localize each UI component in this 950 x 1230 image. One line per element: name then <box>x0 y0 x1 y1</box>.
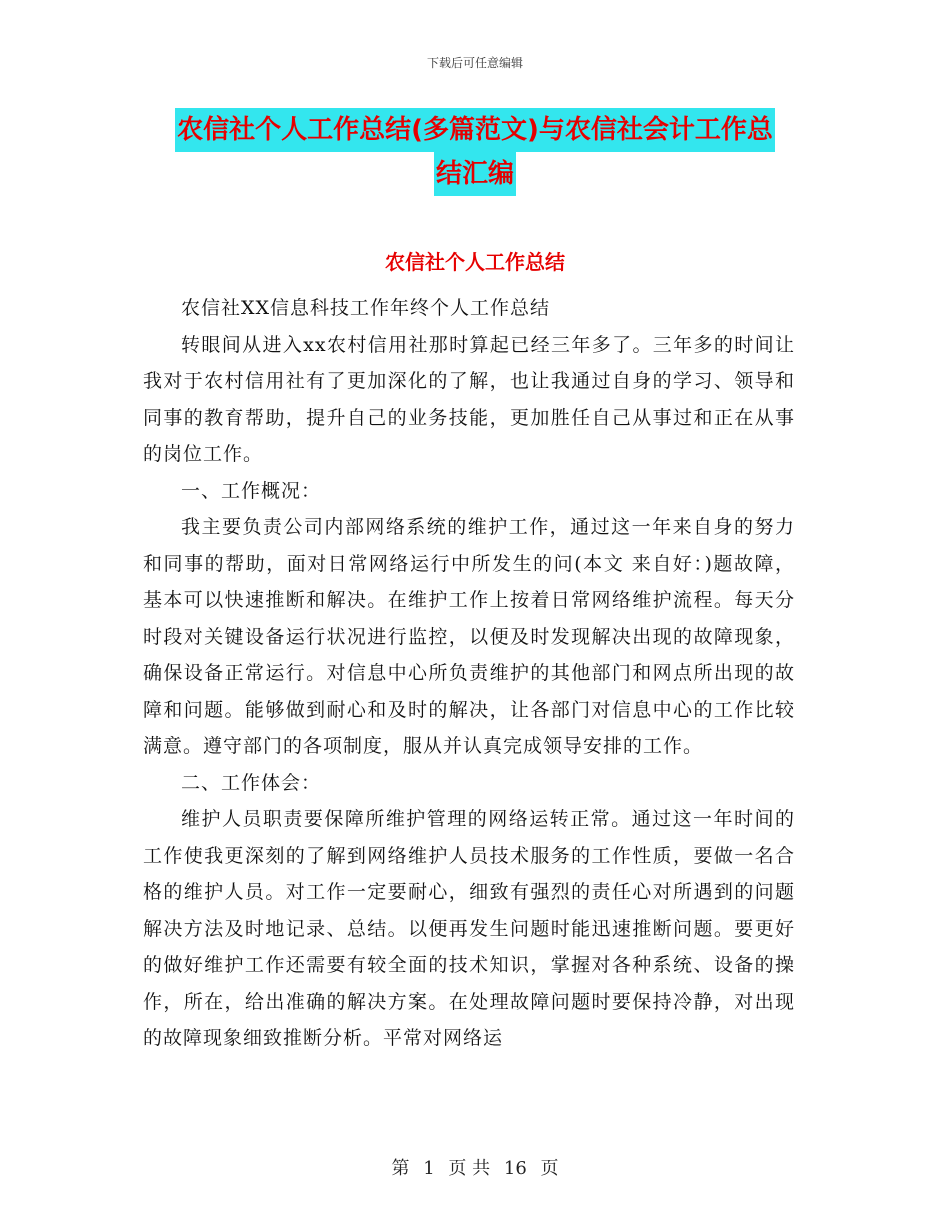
page-footer <box>0 1154 950 1180</box>
section-heading: 农信社个人工作总结 <box>385 250 565 274</box>
page-label-suffix: 页 <box>540 1158 559 1179</box>
document-body <box>143 290 795 1057</box>
document-title-line-2: 结汇编 <box>434 152 516 196</box>
page-current-number: 1 <box>423 1158 435 1179</box>
page-label-mid: 页 共 <box>448 1158 491 1179</box>
document-title-line-1: 农信社个人工作总结(多篇范文)与农信社会计工作总 <box>175 108 775 152</box>
paragraph-intro: 转眼间从进入xx农村信用社那时算起已经三年多了。三年多的时间让我对于农村信用社有了更加深化的了解，也让我通过自身的学习、领导和同事的教育帮助，提升自己的业务技能，更加胜任自己从事过和正在从事的岗位工作。 <box>143 333 795 465</box>
paragraph-overview: 我主要负责公司内部网络系统的维护工作，通过这一年来自身的努力和同事的帮助，面对日常网络运行中所发生的问(本文 来自好：)题故障，基本可以快速推断和解决。在维护工作上按着日常网络维护流程。每天分时段对关键设备运行状况进行监控，以便及时发现解决出现的故障现象，确保设备正常运行。对信息中心所负责维护的其他部门和网点所出现的故障和问题。能够做到耐心和及时的解决，让各部门对信息中心的工作比较满意。遵守部门的各项制度，服从并认真完成领导安排的工作。 <box>143 516 795 757</box>
paragraph-subtitle: 农信社XX信息科技工作年终个人工作总结 <box>181 297 551 319</box>
paragraph-heading-experience: 二、工作体会： <box>181 771 322 794</box>
document-title <box>140 108 810 196</box>
paragraph-heading-overview: 一、工作概况： <box>181 479 322 502</box>
page-label-prefix: 第 <box>391 1158 410 1179</box>
header-note: 下载后可任意编辑 <box>426 56 523 70</box>
paragraph-experience: 维护人员职责要保障所维护管理的网络运转正常。通过这一年时间的工作使我更深刻的了解到网络维护人员技术服务的工作性质，要做一名合格的维护人员。对工作一定要耐心，细致有强烈的责任心对所遇到的问题解决方法及时地记录、总结。以便再发生问题时能迅速推断问题。要更好的做好维护工作还需要有较全面的技术知识，掌握对各种系统、设备的操作，所在，给出准确的解决方案。在处理故障问题时要保持冷静，对出现的故障现象细致推断分析。平常对网络运 <box>143 808 795 1049</box>
page-total-number: 16 <box>503 1158 527 1179</box>
